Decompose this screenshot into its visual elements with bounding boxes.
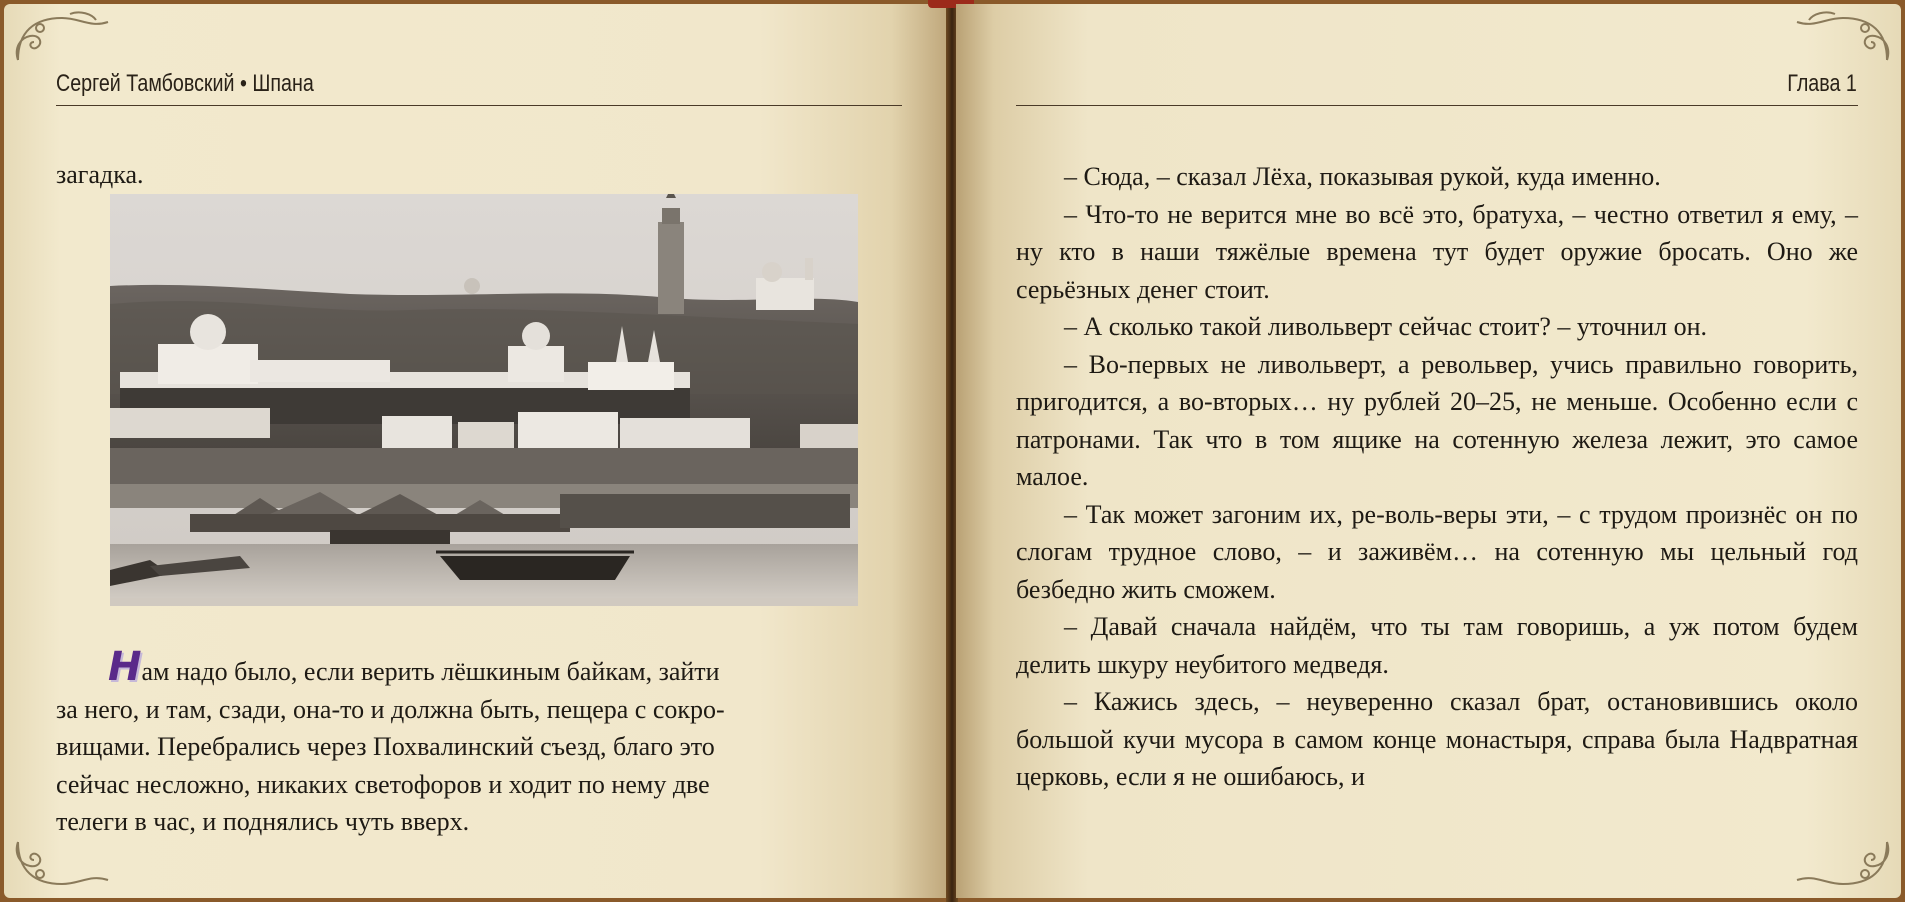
text-line: загадка.: [56, 160, 144, 189]
text-line: вищами. Перебрались через Похвалинский съезд, благо это: [56, 732, 715, 761]
left-page[interactable]: [4, 4, 948, 898]
text-line: за него, и там, сзади, она-то и должна быть, пещера с сокро-: [56, 694, 725, 724]
header-rule: [56, 105, 902, 106]
paragraph-first-line: [56, 644, 902, 691]
top-right-ornament-icon: [1785, 8, 1895, 68]
paragraph: – Кажись здесь, – неуверенно сказал брат, остановившись около большой кучи мусора в самом конце монастыря, справа была Надвратная церковь, если я не ошибаюсь, и: [1016, 687, 1858, 791]
historical-town-photo: [110, 194, 858, 606]
text-line: сейчас несложно, никаких светофоров и ходит по нему две: [56, 769, 710, 799]
right-text-column: [1016, 158, 1858, 796]
dropcap-letter: Н: [108, 644, 142, 690]
paragraph-left: [56, 644, 902, 841]
bottom-left-ornament-icon: [10, 834, 120, 894]
right-page[interactable]: [956, 4, 1901, 898]
running-head-author-title: Сергей Тамбовский • Шпана: [56, 70, 314, 97]
top-left-ornament-icon: [10, 8, 120, 68]
paragraph: – А сколько такой ливольверт сейчас стоит? – уточнил он.: [1064, 312, 1708, 341]
first-line-text: ам надо было, если верить лёшкиным байкам, зайти: [141, 657, 720, 686]
bottom-right-ornament-icon: [1785, 834, 1895, 894]
paragraph: – Во-первых не ливольверт, а револьвер, учись правильно говорить, пригодится, а во-вторых… ну рублей 20–25, не меньше. Особенно если с патронами. Так что в том ящике на сотенную железа лежит, это самое малое.: [1016, 349, 1858, 491]
text-line: телеги в час, и поднялись чуть вверх.: [56, 807, 470, 836]
paragraph: – Так может загоним их, ре-воль-веры эти, – с трудом произнёс он по слогам трудное слово, – и заживём… на сотенную мы цельный год безбедно жить сможем.: [1016, 499, 1858, 604]
paragraph: – Давай сначала найдём, что ты там говоришь, а уж потом будем делить шкуру неубитого медведя.: [1016, 612, 1858, 679]
paragraph: – Сюда, – сказал Лёха, показывая рукой, куда именно.: [1064, 162, 1661, 191]
header-rule: [1016, 105, 1858, 106]
top-text: [56, 156, 902, 194]
paragraph: – Что-то не верится мне во всё это, братуха, – честно ответил я ему, – ну кто в наши тяжёлые времена тут будет оружие бросать. Оно же серьёзных денег стоит.: [1016, 199, 1858, 304]
running-head-chapter: Глава 1: [1787, 70, 1857, 97]
